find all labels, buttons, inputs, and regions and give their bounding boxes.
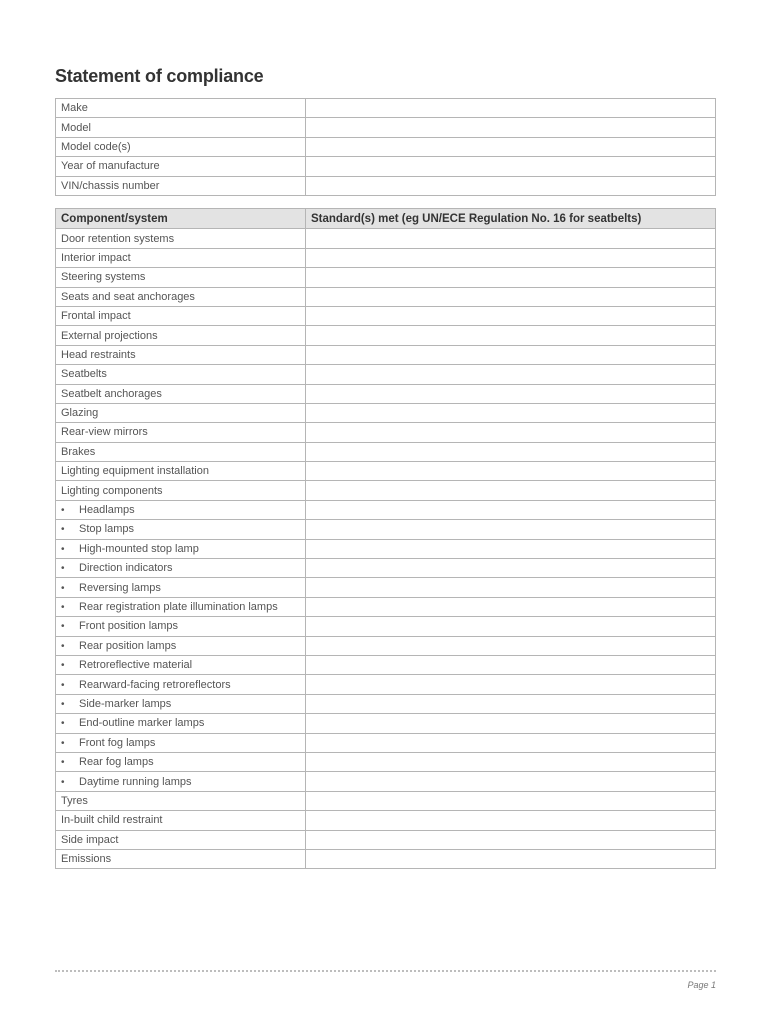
component-row [56, 248, 716, 267]
component-label: Side impact [61, 833, 119, 846]
standard-met-field[interactable] [306, 287, 716, 306]
component-row [56, 849, 716, 868]
component-row [56, 694, 716, 713]
vehicle-field-label: Model [56, 118, 306, 137]
standard-met-field[interactable] [306, 306, 716, 325]
component-row [56, 772, 716, 791]
standard-met-field[interactable] [306, 268, 716, 287]
page-title: Statement of compliance [55, 66, 264, 86]
bullet-icon: • [61, 505, 65, 517]
component-row [56, 811, 716, 830]
standard-met-field[interactable] [306, 481, 716, 500]
vehicle-field-value[interactable] [306, 137, 716, 156]
component-label-cell [56, 442, 306, 461]
component-label-cell [56, 578, 306, 597]
vehicle-field-row [56, 118, 716, 137]
standard-met-field[interactable] [306, 791, 716, 810]
component-label-cell [56, 636, 306, 655]
component-label: Rear-view mirrors [61, 426, 148, 439]
component-label-cell [56, 849, 306, 868]
standard-met-field[interactable] [306, 694, 716, 713]
component-label-cell [56, 248, 306, 267]
component-row [56, 714, 716, 733]
component-row [56, 617, 716, 636]
component-row [56, 733, 716, 752]
component-row [56, 559, 716, 578]
component-label-cell [56, 539, 306, 558]
component-label-cell [56, 268, 306, 287]
standard-met-field[interactable] [306, 539, 716, 558]
vehicle-details-table [55, 98, 716, 196]
component-rows [56, 229, 716, 869]
component-label: Stop lamps [79, 523, 135, 536]
standard-met-field[interactable] [306, 849, 716, 868]
component-label-cell [56, 675, 306, 694]
standard-met-field[interactable] [306, 442, 716, 461]
standard-met-field[interactable] [306, 326, 716, 345]
component-label-cell [56, 752, 306, 771]
component-label-cell [56, 772, 306, 791]
bullet-icon: • [61, 582, 65, 594]
standard-met-field[interactable] [306, 500, 716, 519]
component-label: Brakes [61, 445, 96, 458]
component-label: Side-marker lamps [79, 697, 172, 710]
component-table-header [56, 209, 716, 229]
component-label: Retroreflective material [79, 659, 193, 672]
component-row [56, 791, 716, 810]
component-label-cell [56, 345, 306, 364]
standard-met-field[interactable] [306, 229, 716, 248]
standard-met-field[interactable] [306, 811, 716, 830]
component-label: Headlamps [79, 504, 135, 517]
component-label: Rear registration plate illumination lamps [79, 601, 278, 613]
bullet-icon: • [61, 621, 65, 633]
vehicle-field-row [56, 157, 716, 176]
bullet-icon: • [61, 543, 65, 555]
vehicle-field-row [56, 99, 716, 118]
bullet-icon: • [61, 698, 65, 710]
standard-met-field[interactable] [306, 559, 716, 578]
component-label-cell [56, 326, 306, 345]
component-label-cell [56, 714, 306, 733]
bullet-icon: • [61, 660, 65, 672]
standard-met-field[interactable] [306, 365, 716, 384]
bullet-icon: • [61, 718, 65, 730]
component-row [56, 830, 716, 849]
component-system-heading: Component/system [56, 209, 306, 229]
component-row [56, 306, 716, 325]
standard-met-field[interactable] [306, 345, 716, 364]
standard-met-field[interactable] [306, 578, 716, 597]
component-label-cell [56, 462, 306, 481]
component-row [56, 403, 716, 422]
component-label-cell [56, 384, 306, 403]
component-label-cell [56, 617, 306, 636]
footer-divider [55, 970, 716, 972]
component-row [56, 675, 716, 694]
vehicle-field-label: Make [56, 99, 306, 118]
component-row [56, 752, 716, 771]
component-label: Glazing [61, 407, 99, 420]
component-row [56, 365, 716, 384]
component-row [56, 500, 716, 519]
component-row [56, 442, 716, 461]
vehicle-field-value[interactable] [306, 118, 716, 137]
vehicle-field-row [56, 137, 716, 156]
component-label: Rearward-facing retroreflectors [79, 678, 231, 691]
component-label: Direction indicators [79, 562, 173, 575]
component-row [56, 597, 716, 616]
component-label-cell [56, 559, 306, 578]
vehicle-field-label: VIN/chassis number [56, 176, 306, 195]
component-label-cell [56, 481, 306, 500]
component-label: Head restraints [61, 348, 136, 361]
standard-met-field[interactable] [306, 655, 716, 674]
standard-met-field[interactable] [306, 597, 716, 616]
bullet-icon: • [61, 640, 65, 652]
component-label-cell [56, 229, 306, 248]
component-label-cell [56, 500, 306, 519]
component-row [56, 462, 716, 481]
page-number: Page 1 [687, 980, 716, 990]
component-label: Daytime running lamps [79, 775, 192, 788]
component-label: End-outline marker lamps [79, 717, 205, 730]
component-label: Reversing lamps [79, 581, 161, 594]
component-label: Front fog lamps [79, 736, 156, 749]
standard-met-field[interactable] [306, 462, 716, 481]
component-label-cell [56, 306, 306, 325]
standard-met-field[interactable] [306, 733, 716, 752]
component-compliance-table [55, 208, 716, 869]
component-label: Door retention systems [61, 232, 175, 245]
standard-met-field[interactable] [306, 636, 716, 655]
component-row [56, 384, 716, 403]
component-row [56, 520, 716, 539]
component-row [56, 268, 716, 287]
standard-met-field[interactable] [306, 714, 716, 733]
component-label-cell [56, 733, 306, 752]
standard-met-field[interactable] [306, 830, 716, 849]
bullet-icon: • [61, 737, 65, 749]
component-row [56, 287, 716, 306]
vehicle-field-value[interactable] [306, 99, 716, 118]
component-label-cell [56, 365, 306, 384]
bullet-icon: • [61, 602, 65, 613]
component-label: Lighting equipment installation [61, 465, 209, 478]
component-row [56, 326, 716, 345]
component-label: Tyres [61, 794, 88, 807]
standard-met-field[interactable] [306, 520, 716, 539]
vehicle-field-label: Year of manufacture [56, 157, 306, 176]
component-label: In-built child restraint [61, 814, 163, 827]
standard-met-field[interactable] [306, 384, 716, 403]
component-label-cell [56, 520, 306, 539]
component-label: Frontal impact [61, 310, 131, 323]
bullet-icon: • [61, 757, 65, 769]
standard-met-field[interactable] [306, 752, 716, 771]
standard-met-field[interactable] [306, 423, 716, 442]
component-label-cell [56, 287, 306, 306]
component-label-cell [56, 830, 306, 849]
component-row [56, 481, 716, 500]
component-label: Emissions [61, 853, 112, 866]
component-label: Seatbelt anchorages [61, 387, 162, 400]
component-label: Rear fog lamps [79, 756, 154, 769]
standard-met-field[interactable] [306, 617, 716, 636]
component-row [56, 423, 716, 442]
vehicle-field-label: Model code(s) [56, 137, 306, 156]
vehicle-details-rows [56, 99, 716, 196]
component-row [56, 655, 716, 674]
standard-met-field[interactable] [306, 403, 716, 422]
component-label: Lighting components [61, 484, 163, 497]
standard-met-field[interactable] [306, 248, 716, 267]
component-label-cell [56, 694, 306, 713]
component-label-cell [56, 403, 306, 422]
vehicle-field-value[interactable] [306, 157, 716, 176]
component-row [56, 345, 716, 364]
component-row [56, 578, 716, 597]
component-label: Front position lamps [79, 620, 179, 633]
component-label-cell [56, 655, 306, 674]
component-label-cell [56, 791, 306, 810]
component-row [56, 539, 716, 558]
bullet-icon: • [61, 776, 65, 788]
bullet-icon: • [61, 563, 65, 575]
component-label: Seats and seat anchorages [61, 290, 195, 303]
component-label: Seatbelts [61, 368, 107, 381]
standard-met-field[interactable] [306, 772, 716, 791]
component-label: High-mounted stop lamp [79, 542, 199, 555]
header-row [56, 209, 716, 229]
standards-met-heading: Standard(s) met (eg UN/ECE Regulation No. 16 for seatbelts) [306, 209, 716, 229]
component-row [56, 636, 716, 655]
vehicle-field-value[interactable] [306, 176, 716, 195]
component-row [56, 229, 716, 248]
vehicle-field-row [56, 176, 716, 195]
standard-met-field[interactable] [306, 675, 716, 694]
component-label-cell [56, 811, 306, 830]
component-label-cell [56, 423, 306, 442]
component-label: Interior impact [61, 251, 131, 264]
bullet-icon: • [61, 679, 65, 691]
component-label-cell [56, 597, 306, 616]
component-label: Steering systems [61, 271, 146, 284]
component-label: External projections [61, 329, 158, 342]
bullet-icon: • [61, 524, 65, 536]
component-label: Rear position lamps [79, 639, 177, 652]
